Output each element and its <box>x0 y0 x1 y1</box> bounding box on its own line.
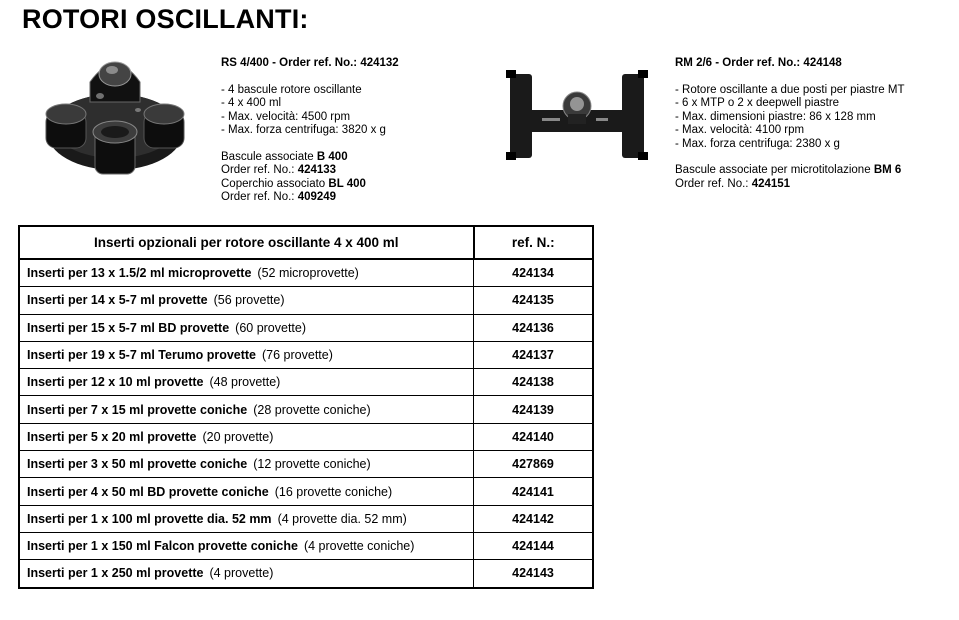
rs-product-block <box>221 57 501 205</box>
insert-ref-cell: 424144 <box>474 532 594 559</box>
swing-rotor-4x400-image <box>40 52 190 182</box>
rm-spec-line: - Max. velocità: 4100 rpm <box>675 124 805 136</box>
insert-name: Inserti per 7 x 15 ml provette coniche <box>27 402 248 417</box>
insert-description-cell <box>19 369 474 396</box>
insert-tube-count: (56 provette) <box>213 293 285 308</box>
rs-lid-order-ref: 409249 <box>297 191 337 203</box>
rs-lid-line <box>221 178 501 192</box>
insert-name: Inserti per 3 x 50 ml provette coniche <box>27 457 248 472</box>
insert-description-cell <box>19 505 474 532</box>
insert-name: Inserti per 1 x 150 ml Falcon provette coniche <box>27 539 298 554</box>
rm-bucket-line <box>675 164 945 178</box>
rs-product-title: RS 4/400 - Order ref. No.: 424132 <box>221 57 399 69</box>
inserts-table <box>18 225 594 589</box>
rs-bucket-code: B 400 <box>316 150 348 163</box>
table-row <box>19 287 593 314</box>
insert-name: Inserti per 13 x 1.5/2 ml microprovette <box>27 266 252 281</box>
insert-description-cell <box>19 478 474 505</box>
rm-bucket-code: BM 6 <box>873 164 902 176</box>
insert-name: Inserti per 4 x 50 ml BD provette coniche <box>27 484 269 499</box>
rm-spec-line: - Max. forza centrifuga: 2380 x g <box>675 137 840 150</box>
insert-ref-cell: 424136 <box>474 314 594 341</box>
insert-tube-count: (48 provette) <box>209 375 281 390</box>
rs-lid-label: Coperchio associato <box>221 177 326 190</box>
rs-spec-line: - Max. velocità: 4500 rpm <box>221 110 351 123</box>
table-body <box>19 259 593 588</box>
insert-ref-cell: 424142 <box>474 505 594 532</box>
rs-accessories <box>221 151 501 205</box>
table-row <box>19 369 593 396</box>
insert-ref-cell: 424140 <box>474 423 594 450</box>
insert-description-cell <box>19 287 474 314</box>
rs-lid-order-label: Order ref. No.: <box>221 191 295 203</box>
insert-ref-cell: 424135 <box>474 287 594 314</box>
rm-bucket-order-label: Order ref. No.: <box>675 177 749 190</box>
rs-bucket-order-label: Order ref. No.: <box>221 164 295 176</box>
rs-lid-order-line <box>221 191 501 205</box>
insert-name: Inserti per 12 x 10 ml provette <box>27 375 204 390</box>
rm-product-title: RM 2/6 - Order ref. No.: 424148 <box>675 57 842 69</box>
rm-bucket-label: Bascule associate per microtitolazione <box>675 164 871 176</box>
insert-tube-count: (16 provette coniche) <box>274 484 393 499</box>
rm-spec-line: - Max. dimensioni piastre: 86 x 128 mm <box>675 110 876 123</box>
header-description: Inserti opzionali per rotore oscillante 4 x 400 ml <box>19 226 474 259</box>
insert-ref-cell: 424137 <box>474 341 594 368</box>
rs-bucket-label: Bascule associate <box>221 150 314 163</box>
insert-tube-count: (28 provette coniche) <box>253 402 371 417</box>
rm-spec-line: - Rotore oscillante a due posti per piastre MT <box>675 83 905 96</box>
table-row <box>19 478 593 505</box>
rs-spec-line: - Max. forza centrifuga: 3820 x g <box>221 124 386 136</box>
rs-bucket-line <box>221 151 501 165</box>
table-row <box>19 505 593 532</box>
rs-spec-line: - 4 x 400 ml <box>221 97 282 109</box>
table-row <box>19 314 593 341</box>
insert-description-cell <box>19 423 474 450</box>
insert-name: Inserti per 1 x 100 ml provette dia. 52 mm <box>27 511 272 526</box>
insert-description-cell <box>19 396 474 423</box>
insert-description-cell <box>19 341 474 368</box>
insert-name: Inserti per 19 x 5-7 ml Terumo provette <box>27 348 257 363</box>
rm-product-block <box>675 57 945 191</box>
insert-ref-cell: 424143 <box>474 560 594 588</box>
rm-accessories <box>675 164 945 191</box>
insert-name: Inserti per 5 x 20 ml provette <box>27 429 197 444</box>
header-ref: ref. N.: <box>474 226 594 259</box>
table-row <box>19 532 593 559</box>
page-title: ROTORI OSCILLANTI: <box>22 4 309 34</box>
insert-ref-cell: 424139 <box>474 396 594 423</box>
insert-ref-cell: 424138 <box>474 369 594 396</box>
insert-description-cell <box>19 314 474 341</box>
insert-description-cell <box>19 560 474 588</box>
insert-tube-count: (12 provette coniche) <box>253 457 371 472</box>
insert-tube-count: (76 provette) <box>262 348 333 363</box>
table-row <box>19 396 593 423</box>
insert-description-cell <box>19 532 474 559</box>
rs-lid-code: BL 400 <box>328 177 366 190</box>
insert-ref-cell: 427869 <box>474 451 594 478</box>
table-row <box>19 423 593 450</box>
insert-description-cell <box>19 259 474 287</box>
insert-tube-count: (4 provette) <box>209 566 274 581</box>
table-row <box>19 259 593 287</box>
rm-bucket-order-ref: 424151 <box>751 177 791 190</box>
rm-bucket-order-line <box>675 178 945 192</box>
plate-rotor-2x6-image <box>502 66 652 166</box>
table-row <box>19 560 593 588</box>
rs-spec-line: - 4 bascule rotore oscillante <box>221 83 362 96</box>
insert-ref-cell: 424134 <box>474 259 594 287</box>
table-row <box>19 341 593 368</box>
insert-name: Inserti per 14 x 5-7 ml provette <box>27 293 208 308</box>
insert-name: Inserti per 1 x 250 ml provette <box>27 566 204 581</box>
insert-tube-count: (4 provette coniche) <box>303 539 415 554</box>
insert-ref-cell: 424141 <box>474 478 594 505</box>
insert-tube-count: (4 provette dia. 52 mm) <box>277 511 407 526</box>
insert-description-cell <box>19 451 474 478</box>
rs-bucket-order-line <box>221 164 501 178</box>
insert-tube-count: (20 provette) <box>202 429 274 444</box>
insert-name: Inserti per 15 x 5-7 ml BD provette <box>27 320 230 335</box>
insert-tube-count: (52 microprovette) <box>257 266 359 281</box>
rm-spec-line: - 6 x MTP o 2 x deepwell piastre <box>675 97 840 109</box>
table-header-row <box>19 226 593 259</box>
insert-tube-count: (60 provette) <box>235 320 307 335</box>
table-row <box>19 451 593 478</box>
rs-bucket-order-ref: 424133 <box>297 164 337 176</box>
